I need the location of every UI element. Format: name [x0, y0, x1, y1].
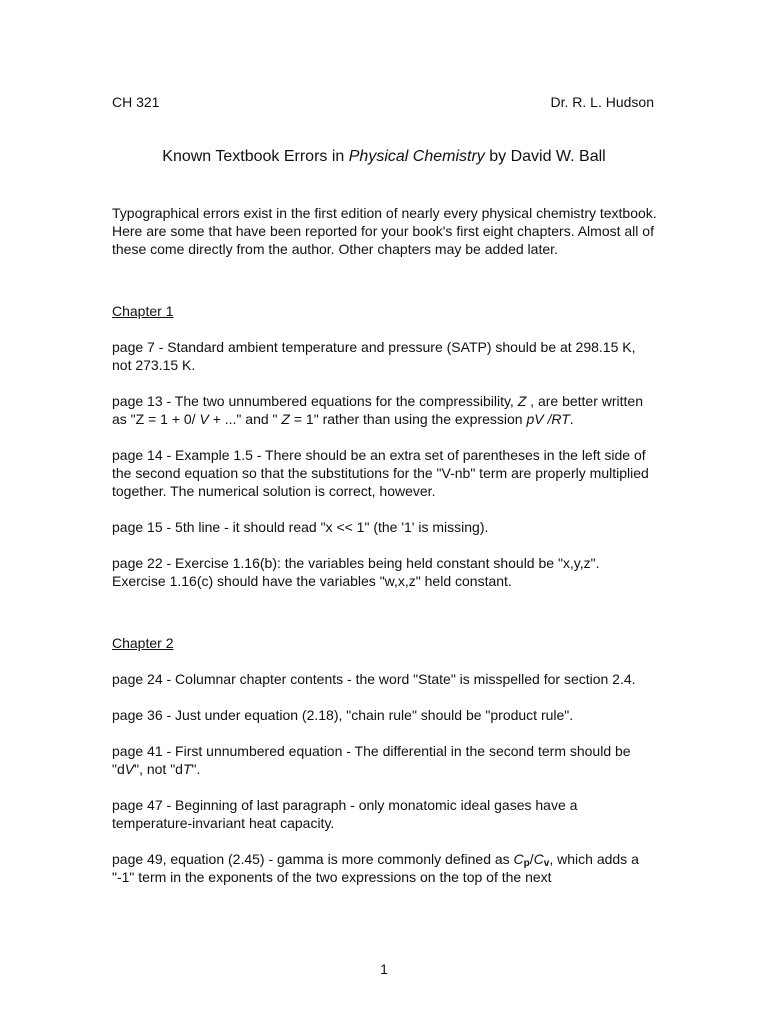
erratum-entry: page 47 - Beginning of last paragraph - only monatomic ideal gases have a temperature-invariant heat capacity. [112, 797, 578, 831]
page-number: 1 [380, 961, 388, 977]
erratum-entry: page 36 - Just under equation (2.18), "chain rule" should be "product rule". [112, 707, 574, 723]
course-code: CH 321 [112, 94, 160, 110]
erratum-entry: page 41 - First unnumbered equation - The differential in the second term should be "dV", not "dT". [112, 743, 631, 777]
instructor-name: Dr. R. L. Hudson [550, 94, 654, 110]
chapter-1-heading: Chapter 1 [112, 303, 174, 319]
erratum-entry: page 49, equation (2.45) - gamma is more commonly defined as $C_p/C_v$, which adds a "-1" term in the exponents of the two expressions on the top of the next [112, 851, 639, 885]
erratum-entry: page 24 - Columnar chapter contents - the word "State" is misspelled for section 2.4. [112, 671, 636, 687]
erratum-entry: page 14 - Example 1.5 - There should be an extra set of parentheses in the left side of the second equation so that the substitutions for the "V-nb" term are properly multiplied together. The numerical solution is correct, however. [112, 447, 649, 499]
book-title: Physical Chemistry [348, 148, 485, 165]
erratum-entry: page 15 - 5th line - it should read "x << 1" (the '1' is missing). [112, 519, 489, 535]
intro-paragraph: Typographical errors exist in the first edition of nearly every physical chemistry textbook. Here are some that have been reported for your book's first eight chapters. Almost all of these come directly from the author. Other chapters may be added later. [112, 205, 657, 257]
erratum-entry: page 13 - The two unnumbered equations for the compressibility, Z , are better written as "Z = 1 + 0/ V + ..." and " Z = 1" rather than using the expression pV /RT. [112, 393, 643, 427]
document-body [112, 204, 657, 904]
erratum-entry: page 22 - Exercise 1.16(b): the variables being held constant should be "x,y,z". Exercise 1.16(c) should have the variables "w,x,z" held constant. [112, 555, 600, 589]
chapter-2-heading: Chapter 2 [112, 635, 174, 651]
document-title: Known Textbook Errors in Physical Chemistry by David W. Ball [162, 148, 606, 165]
erratum-entry: page 7 - Standard ambient temperature and pressure (SATP) should be at 298.15 K, not 273.15 K. [112, 339, 636, 373]
